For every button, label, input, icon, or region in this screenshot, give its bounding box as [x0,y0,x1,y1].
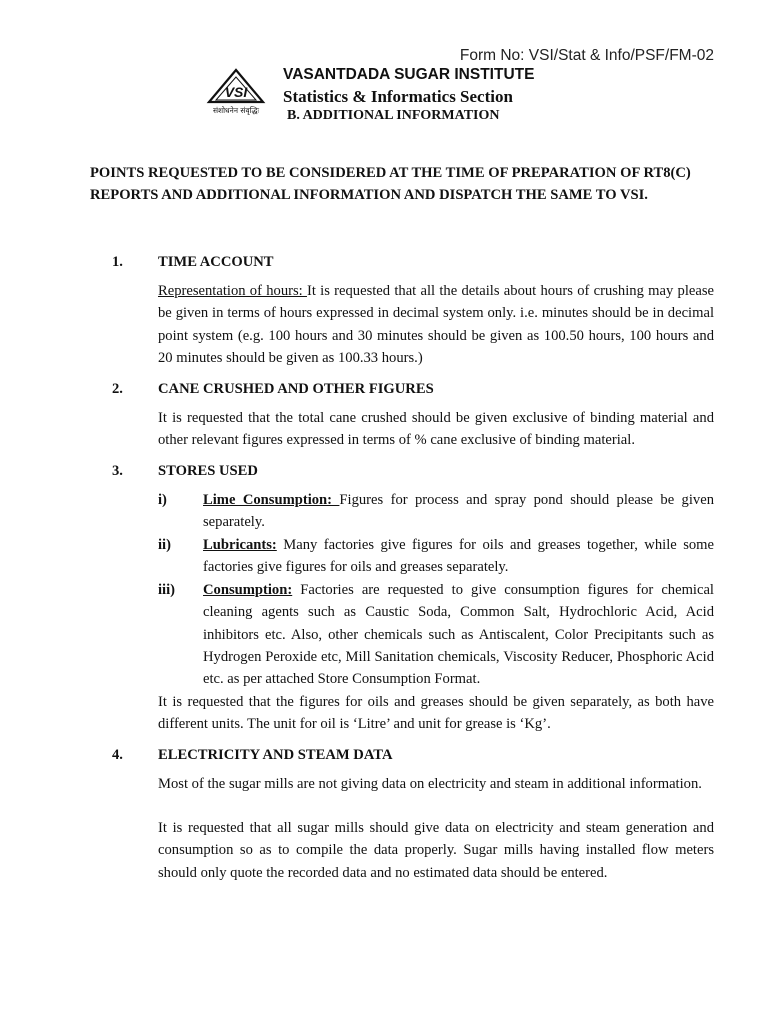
section-name: Statistics & Informatics Section [283,87,513,106]
section-3-item-3-number: iii) [158,582,176,598]
item-1-text: Figures for process and spray pond should please be given separately. [203,492,714,531]
document-subtitle: B. ADDITIONAL INFORMATION [287,108,500,123]
intro-heading: POINTS REQUESTED TO BE CONSIDERED AT THE TIME OF PREPARATION OF RT8(C) REPORTS AND ADDITIONAL INFORMATION AND DISPATCH THE SAME TO VSI. [90,165,691,204]
item-1-lead: Lime Consumption: [203,492,340,508]
section-1-title: TIME ACCOUNT [158,254,274,270]
item-3-lead: Consumption: [203,582,293,598]
section-3-item-2-number: ii) [158,537,171,553]
section-3-item-2 [203,534,714,579]
section-2-number: 2. [112,381,123,397]
form-number: Form No: VSI/Stat & Info/PSF/FM-02 [459,47,714,64]
section-4-paragraph-2: It is requested that all sugar mills should give data on electricity and steam generation and consumption so as to compile the data properly. Sugar mills having installed flow meters should only quote the recorded data and no estimated data should be entered. [158,820,714,881]
section-3-item-1 [203,489,714,534]
section-3-item-3 [203,579,714,690]
section-1-lead: Representation of hours: [158,283,307,299]
item-2-lead: Lubricants: [203,537,277,553]
section-4-number: 4. [112,747,123,763]
logo-tagline: संशोधनेन संवृद्धिः [212,106,260,115]
section-1-text: It is requested that all the details about hours of crushing may please be given in terms of hours expressed in decimal system only. i.e. minutes should be in decimal point system (e.g. 100 hours and 30 minutes should be given as 100.50 hours, 100 hours and 20 minutes should be given as 100.33 hours.) [158,283,714,366]
section-3-title: STORES USED [158,463,258,479]
logo-text: VSI [224,84,248,100]
vsi-logo-icon [205,68,267,118]
section-2-paragraph: It is requested that the total cane crushed should be given exclusive of binding material and other relevant figures expressed in terms of % cane exclusive of binding material. [158,410,714,449]
section-1-number: 1. [112,254,123,270]
section-4-title: ELECTRICITY AND STEAM DATA [158,747,393,763]
section-3-number: 3. [112,463,123,479]
section-1-paragraph [158,280,714,369]
item-2-text: Many factories give figures for oils and greases together, while some factories give figures for oils and greases separately. [203,537,714,576]
section-3-closing: It is requested that the figures for oils and greases should be given separately, as both have different units. The unit for oil is ‘Litre’ and unit for grease is ‘Kg’. [158,694,714,733]
section-3-item-1-number: i) [158,492,167,508]
institute-name: VASANTDADA SUGAR INSTITUTE [283,66,535,83]
item-3-text: Factories are requested to give consumption figures for chemical cleaning agents such as Caustic Soda, Common Salt, Hydrochloric Acid, Acid inhibitors etc. Also, other chemicals such as Antiscalent, Color Precipitants such as Hydrogen Peroxide etc, Mill Sanitation chemicals, Viscosity Reducer, Phosphoric Acid etc. as per attached Store Consumption Format. [203,582,714,688]
section-4-paragraph-1: Most of the sugar mills are not giving data on electricity and steam in additional information. [158,776,702,792]
section-2-title: CANE CRUSHED AND OTHER FIGURES [158,381,434,397]
